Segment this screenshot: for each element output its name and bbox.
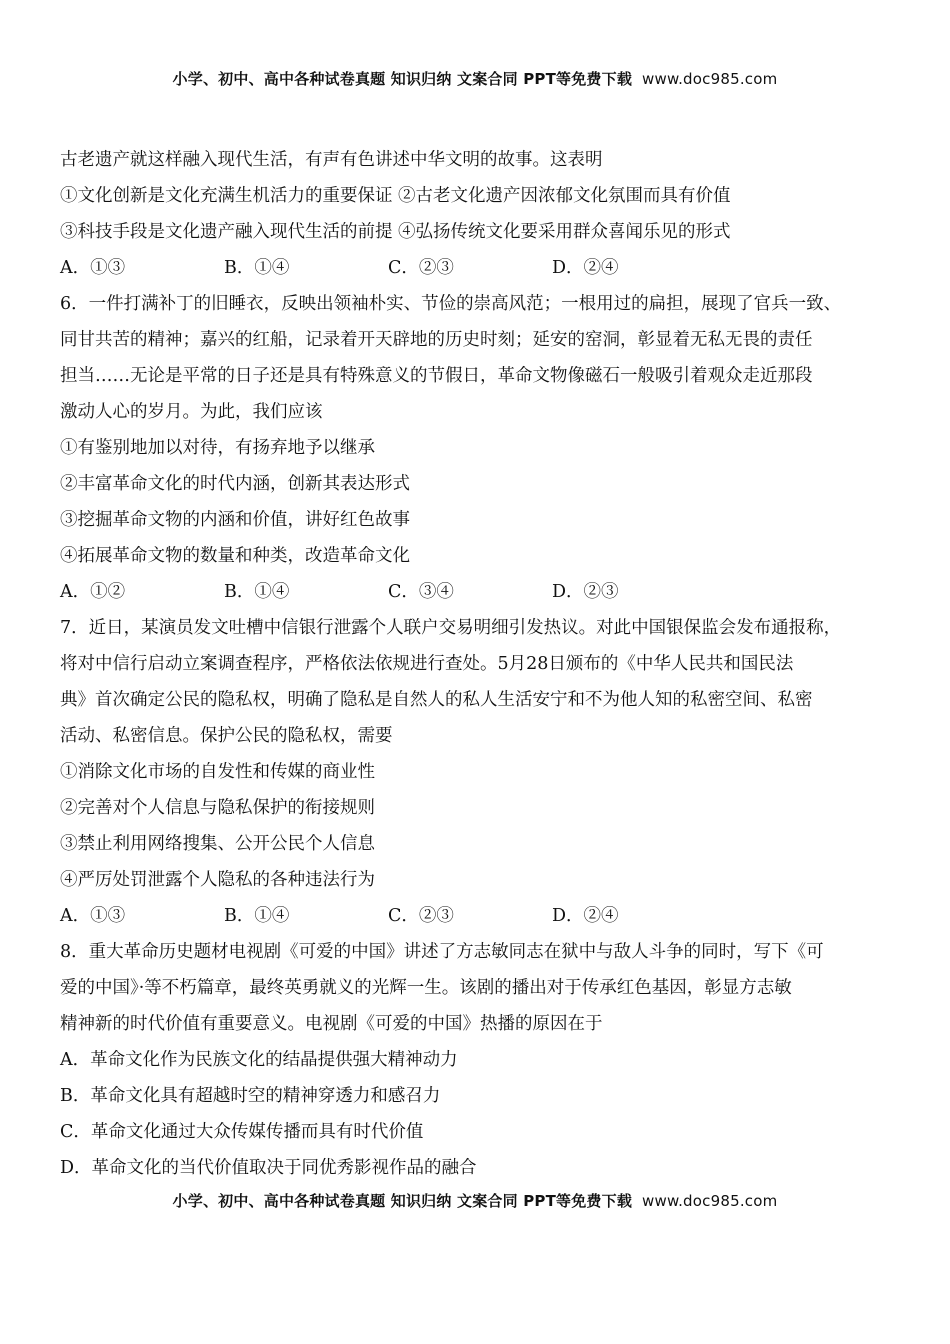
header-banner: [0, 68, 950, 89]
q6-statement: ③挖掘革命文物的内涵和价值，讲好红色故事: [60, 510, 410, 530]
q6-stem-line: 6．一件打满补丁的旧睡衣，反映出领袖朴实、节俭的崇高风范；一根用过的扁担，展现了官兵一致、: [60, 294, 842, 314]
q6-statement: ②丰富革命文化的时代内涵，创新其表达形式: [60, 474, 410, 494]
q6-option-a: A．①②: [60, 582, 126, 602]
q7-stem-line: 活动、私密信息。保护公民的隐私权，需要: [60, 726, 393, 746]
q7-option-b: B．①④: [224, 906, 290, 926]
q5-option-c: C．②③: [388, 258, 454, 278]
q5-option-d: D．②④: [552, 258, 619, 278]
q7-statement: ②完善对个人信息与隐私保护的衔接规则: [60, 798, 375, 818]
banner-url[interactable]: www.doc985.com: [642, 1192, 778, 1210]
q7-option-d: D．②④: [552, 906, 619, 926]
q7-statement: ④严厉处罚泄露个人隐私的各种违法行为: [60, 870, 375, 890]
q6-stem-line: 同甘共苦的精神；嘉兴的红船，记录着开天辟地的历史时刻；延安的窑洞，彰显着无私无畏的责任: [60, 330, 813, 350]
q6-statement: ①有鉴别地加以对待，有扬弃地予以继承: [60, 438, 375, 458]
q7-stem-line: 将对中信行启动立案调查程序，严格依法依规进行查处。5月28日颁布的《中华人民共和国民法: [60, 654, 794, 674]
q8-choice-c: C．革命文化通过大众传媒传播而具有时代价值: [60, 1122, 424, 1142]
q5-stem-line: 古老遗产就这样融入现代生活，有声有色讲述中华文明的故事。这表明: [60, 150, 603, 170]
q5-option-a: A．①③: [60, 258, 126, 278]
q8-choice-d: D．革命文化的当代价值取决于同优秀影视作品的融合: [60, 1158, 477, 1178]
q8-stem-line: 8．重大革命历史题材电视剧《可爱的中国》讲述了方志敏同志在狱中与敌人斗争的同时，写下《可: [60, 942, 824, 962]
banner-text: 小学、初中、高中各种试卷真题 知识归纳 文案合同 PPT等免费下载: [172, 1192, 633, 1210]
q7-option-a: A．①③: [60, 906, 126, 926]
q5-options: [60, 250, 900, 286]
q5-option-b: B．①④: [224, 258, 290, 278]
q7-stem-line: 典》首次确定公民的隐私权，明确了隐私是自然人的私人生活安宁和不为他人知的私密空间、私密: [60, 690, 813, 710]
q7-statement: ③禁止利用网络搜集、公开公民个人信息: [60, 834, 375, 854]
q6-option-d: D．②③: [552, 582, 619, 602]
q5-statements-line-1: ①文化创新是文化充满生机活力的重要保证 ②古老文化遗产因浓郁文化氛围而具有价值: [60, 186, 731, 206]
q7-stem-line: 7．近日，某演员发文吐槽中信银行泄露个人联户交易明细引发热议。对此中国银保监会发布通报称，: [60, 618, 842, 638]
q8-choice-b: B．革命文化具有超越时空的精神穿透力和感召力: [60, 1086, 441, 1106]
q6-option-b: B．①④: [224, 582, 290, 602]
q6-option-c: C．③④: [388, 582, 454, 602]
q5-statements-line-2: ③科技手段是文化遗产融入现代生活的前提 ④弘扬传统文化要采用群众喜闻乐见的形式: [60, 222, 731, 242]
q7-statement: ①消除文化市场的自发性和传媒的商业性: [60, 762, 375, 782]
q6-stem-line: 激动人心的岁月。为此，我们应该: [60, 402, 323, 422]
exam-content: [60, 142, 900, 1186]
banner-text: 小学、初中、高中各种试卷真题 知识归纳 文案合同 PPT等免费下载: [172, 70, 633, 88]
q7-option-c: C．②③: [388, 906, 454, 926]
q7-options: [60, 898, 900, 934]
banner-url[interactable]: www.doc985.com: [642, 70, 778, 88]
q8-choice-a: A．革命文化作为民族文化的结晶提供强大精神动力: [60, 1050, 458, 1070]
q8-stem-line: 精神新的时代价值有重要意义。电视剧《可爱的中国》热播的原因在于: [60, 1014, 603, 1034]
footer-banner: [0, 1190, 950, 1211]
q6-stem-line: 担当……无论是平常的日子还是具有特殊意义的节假日，革命文物像磁石一般吸引着观众走近那段: [60, 366, 813, 386]
q6-options: [60, 574, 900, 610]
q6-statement: ④拓展革命文物的数量和种类，改造革命文化: [60, 546, 410, 566]
q8-stem-line: 爱的中国》·等不朽篇章，最终英勇就义的光辉一生。该剧的播出对于传承红色基因，彰显方志敏: [60, 978, 792, 998]
